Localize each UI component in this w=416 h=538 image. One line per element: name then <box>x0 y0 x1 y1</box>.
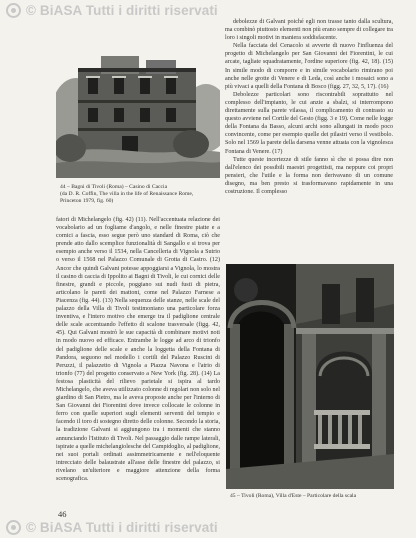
text-column-left-bottom <box>56 216 220 516</box>
caption-left-line1: 44 – Bagni di Tivoli (Roma) – Casino di Caccia <box>60 184 168 190</box>
paragraph: Tutte queste incertezze di stile fanno sì che si possa dire non dall'elenco dei possibili maestri progettisti, ma neppure coi propri pensieri, che l'utile e la forma non derivavano di un comune disegno, ma ben presto si trasformavano rapidamente in una costruzione. Il complesso <box>225 156 393 195</box>
page-number: 46 <box>58 509 67 519</box>
figure-caption-left <box>60 184 220 205</box>
caption-left-line3: Princeton 1979, fig. 60) <box>60 198 114 204</box>
paragraph: Debolezze particolari sono riscontrabili soprattutto nel complesso dell'impianto, le cui anzie a sbalzi, si interrompono direttamente sulla parete vilassa, il complicamento di contrasto su questo avviene nel Cortile del Gesto (figg. 3 e 19). Come nelle logge della Fontana da Basso, alcuni archi sono allungati in modo poco convincente, come per esempio quelle dei pilastri verso il vestibolo. Solo nel 1569 la parete della darsena venne attuata con la vignolesca Fontana di Venere. (17) <box>225 91 393 155</box>
photo-villa-deste-scala <box>226 264 394 489</box>
figure-casino-di-caccia <box>56 48 220 178</box>
figure-caption-right: 45 – Tivoli (Roma), Villa d'Este – Particolare della scala <box>230 493 357 499</box>
paragraph: debolezze di Galvani poiché egli non trasse tanto dalla scultura, ma combinò piuttosto elementi non più erano sempre di collegare tra loro i singoli motivi in maniera soddisfacente. <box>225 19 393 42</box>
copyright-logo-icon <box>6 520 21 535</box>
watermark-bottom <box>6 519 410 535</box>
copyright-logo-icon <box>6 3 21 18</box>
watermark-text-bottom: © BiASA Tutti i diritti riservati <box>26 519 218 535</box>
watermark-top <box>6 2 410 18</box>
caption-left-line2: (da D. R. Coffin, The villa in the life of Renaissance Rome, <box>60 191 194 197</box>
watermark-text-top: © BiASA Tutti i diritti riservati <box>26 2 218 18</box>
paragraph: fatori di Michelangelo (fig. 42) (11). Nell'accentuata relazione dei vocabolario ad un fogliame d'angolo, e nelle finestre piatte e a cornici a fascia, esso segue però uno standard di Roma, ciò che prende atto dallo scemplice funzionalità di Sangallo e si trova per esempio anche verso il 1534, nella Cancelleria di Vignola a Sutrio o verso il 1568 nel Palazzo Comunale di Grotta di Castro. (12) Ancor che quindi Galvani potesse appoggiarsi a Vignola, lo mostra il casino di caccia di Ippolito ai Bagni di Tivoli, le cui cornici delle finestre, grandi e piccole, poggiano sui nudi fusti di pietra, articolano le pareti dei mattoni, come nel Palazzo Farnese a Piacenza (fig. 44). (13) Nella sequenza delle stanze, nelle scale del palazzo della Villa di Tivoli testimoniano una particolare forza inventiva, e l'intero motivo che emerge tra il padiglione centrale delle scale accentuando l'effetto di scalone trasversale (figg. 42, 45). Qui Galvani mostrò le sue capacità di combinare motivi noti in modo nuovo ed efficace. Entrambe le logge ad arco di trionfo del padiglione delle scale e anche la loggetta della Fontana di Pandora, seguono nel modello i cortili del Palazzo Ruscini di Peruzzi, il palazzetto di Vignola a Piazza Navona e l'atrio di trionfo (77) del progetto conservato a New York (fig. 28). (14) La festosa plasticità del rilievo parietale si ispira al tardo Michelangelo, che aveva utilizzato colonne di regolari non solo nel giardino di San Pietro, ma le aveva proposte anche per l'interno di San Giovanni dei Fiorentini dove invece collocate le colonne in ferro con quelle superiori sugli elementi serventi del tempio e facendo il toro di sostegno diretto delle colonne. Secondo la storia, la tradizione Galvani si aggiungono tra i momenti che stanno annunciando l'Istituto di Tivoli. Nel passaggio dalle rampe laterali, ispirate a quelle michelangiolesche del Campidoglio, al padiglione, nei suoi portali ordinati assimmetricamente e nell'eloquente intrecciato delle balaustrate all'asse delle finestre del palazzo, si rivelano un'ulteriore e maggiore attenzione della forma scenografica. <box>56 217 220 482</box>
photo-casino-di-caccia <box>56 48 220 178</box>
figure-villa-deste-scala <box>226 264 394 489</box>
paragraph: Nella facciata del Cenacolo si avverte di nuovo l'influenza del progetto di Michelangelo per San Giovanni dei Fiorentini, le cui arcate, tagliate squadratamente, l'ordine superiore (fig. 42, 18). (15) In simile modo di comporre e in simile vocabolario rimirano poi anche nelle grotte di Venere e di Leda, così anche i mosaici sono a più vivaci a quelli della Fontana di Bosco (figg. 27, 32, 5, 17). (16) <box>225 43 393 90</box>
text-column-right-top <box>225 18 393 242</box>
